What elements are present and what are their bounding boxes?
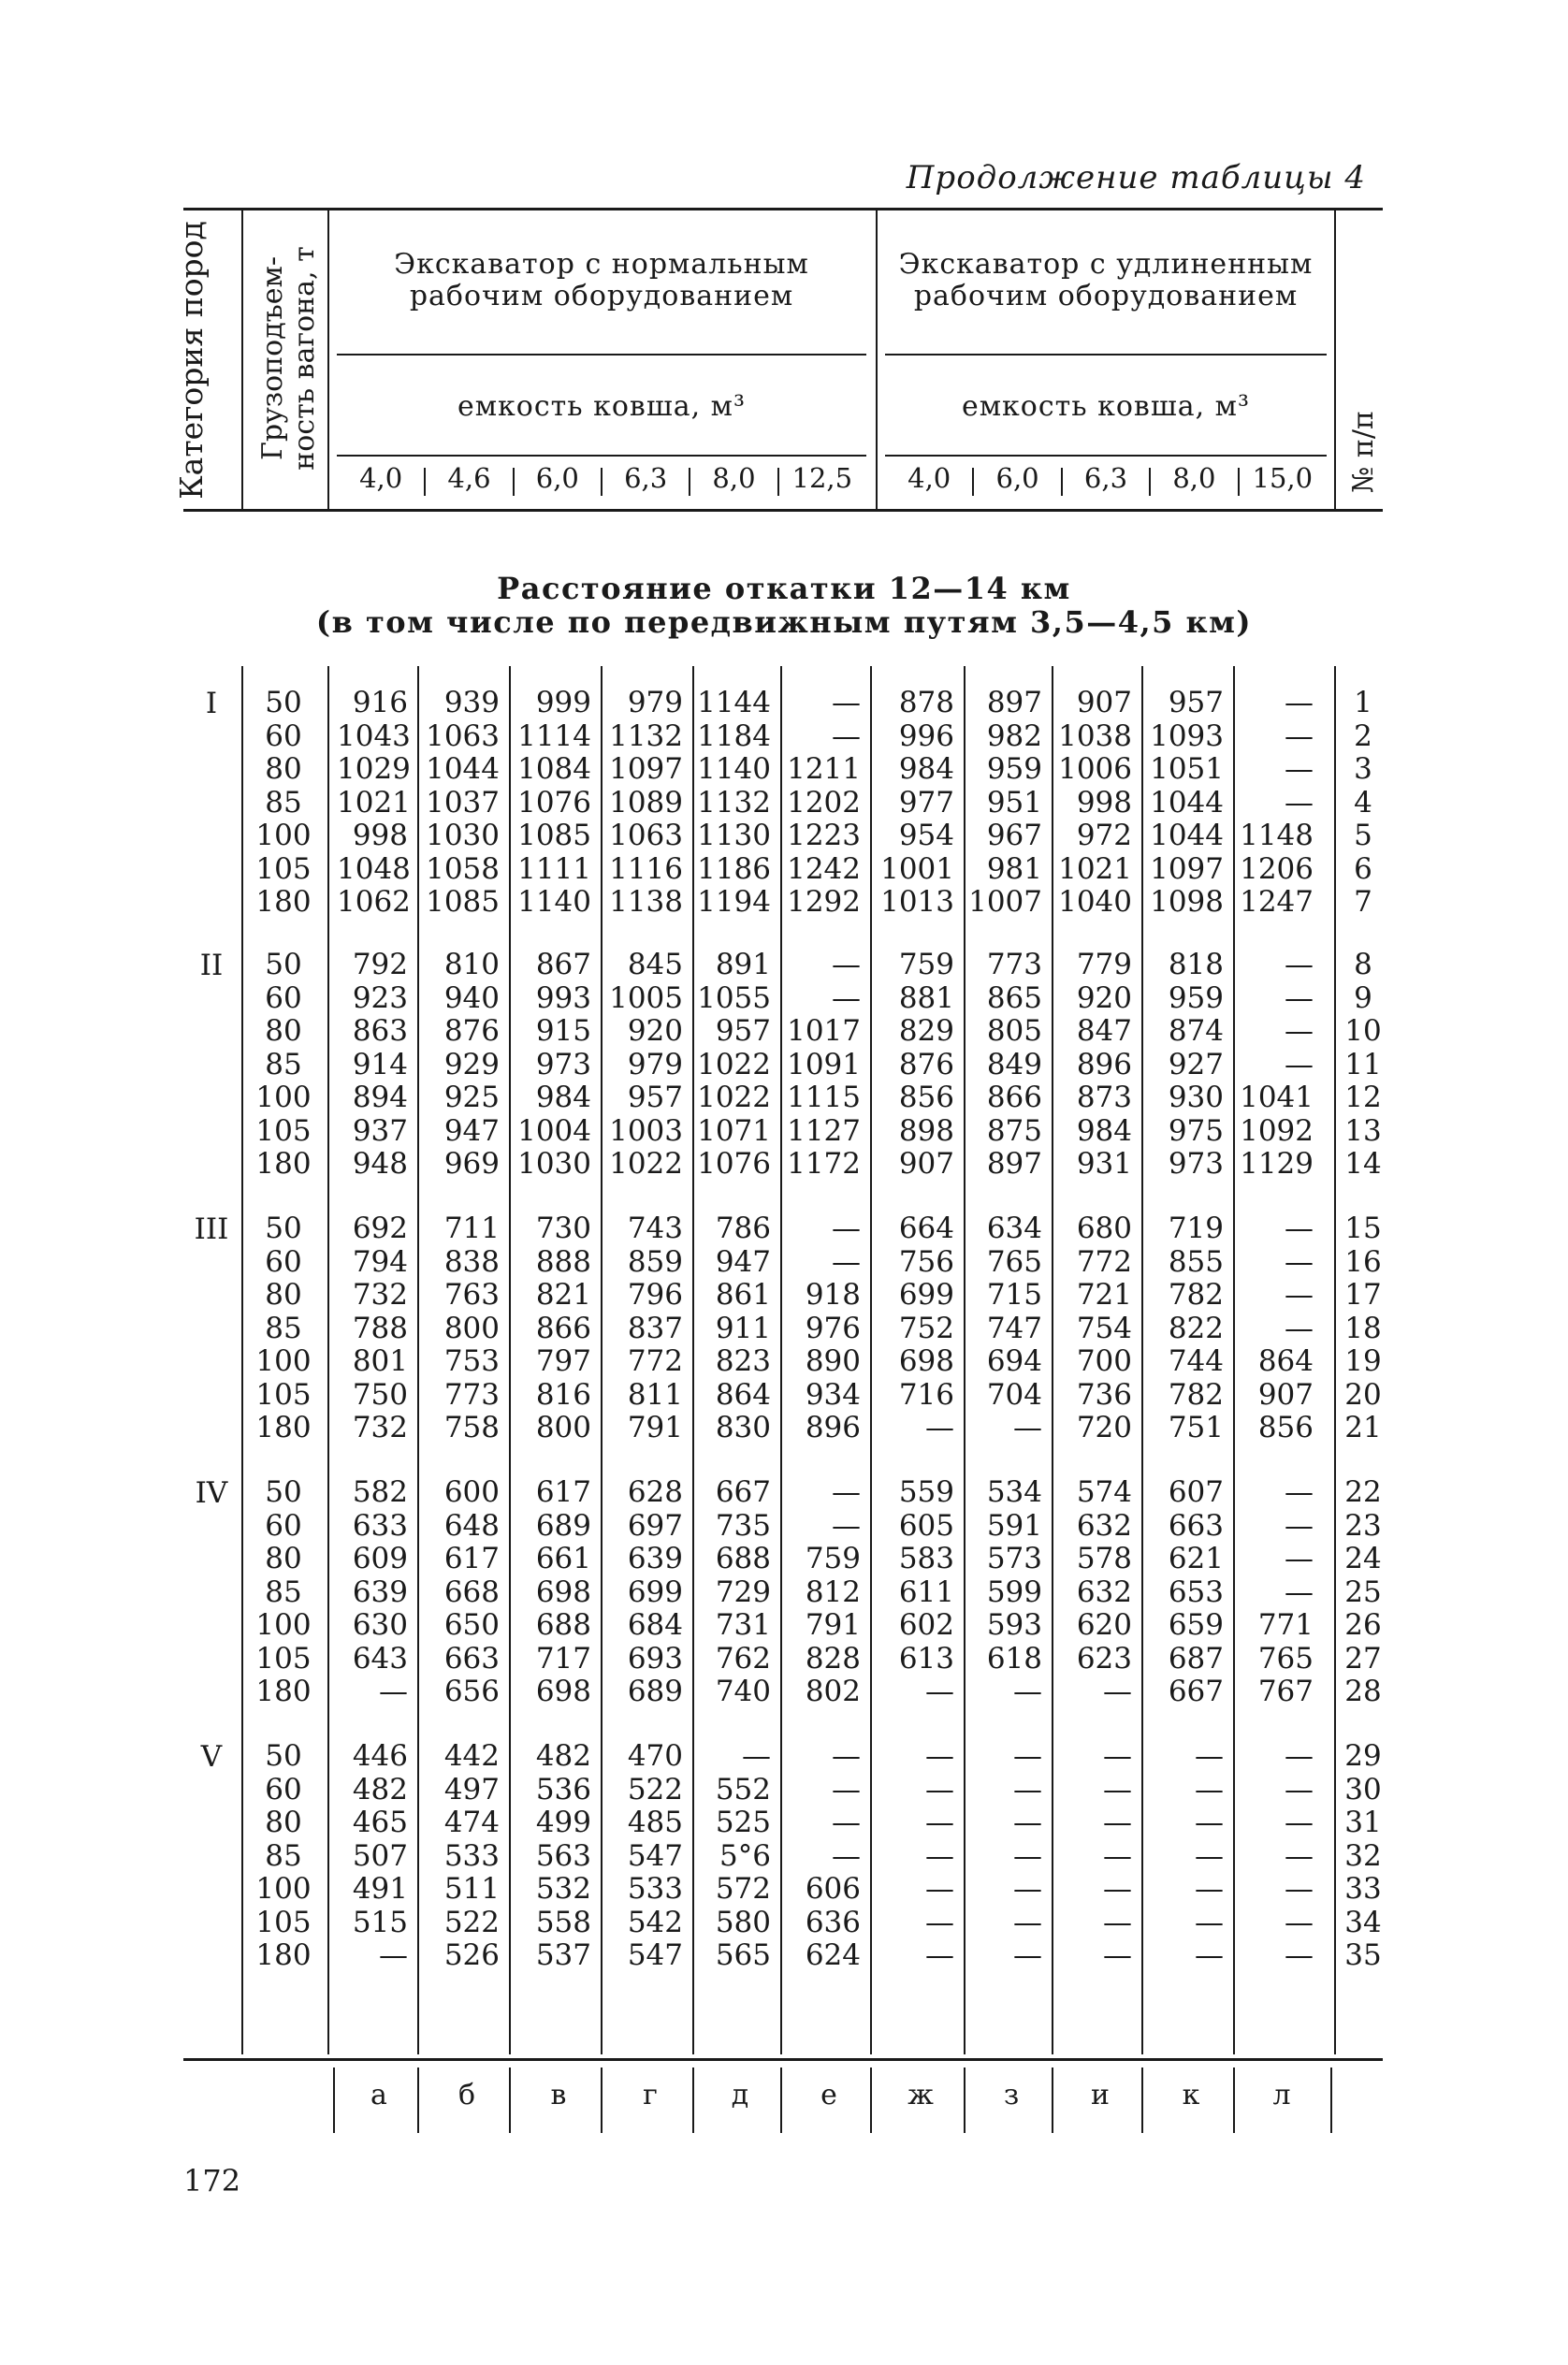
data-column-cells: — — — — — — — (1103, 1739, 1132, 1972)
row-number-list: 1 2 3 4 5 6 7 (1354, 686, 1372, 919)
data-column-cells: — — 759 812 791 828 802 (805, 1475, 861, 1708)
column-letter: а (370, 2079, 387, 2111)
data-column-cells: 867 993 915 973 984 1004 1030 (517, 948, 591, 1181)
header-rownum-label: № п/п (1347, 410, 1380, 494)
data-column-cells: 743 859 796 837 772 811 791 (627, 1212, 683, 1444)
column-letter: к (1182, 2079, 1200, 2111)
column-letter: б (457, 2079, 476, 2111)
bucket-capacity-value: 4,0 (907, 462, 951, 494)
data-column-cells: 470 522 485 547 533 542 547 (627, 1739, 683, 1972)
column-divider (780, 666, 782, 2054)
bucket-capacity-separator (1238, 468, 1240, 496)
data-column-cells: — — — — — — — (1285, 1739, 1314, 1972)
column-divider (1233, 666, 1235, 2054)
column-letter: г (643, 2079, 658, 2111)
category-label: V (200, 1740, 223, 1774)
bucket-capacity-separator (513, 468, 515, 496)
data-column-cells: 600 648 617 668 650 663 656 (443, 1475, 500, 1708)
data-column-cells: — — — — 864 907 856 (1257, 1212, 1314, 1444)
data-column-cells: — — — — 771 765 767 (1257, 1475, 1314, 1708)
column-divider (417, 666, 419, 2054)
data-column-cells: 634 765 715 747 694 704 — (986, 1212, 1042, 1444)
bucket-capacity-value: 15,0 (1252, 462, 1314, 494)
data-column-cells: 916 1043 1029 1021 998 1048 1062 (337, 686, 411, 919)
data-column-cells: — — — — 606 636 624 (805, 1739, 861, 1972)
data-column-cells: 999 1114 1084 1076 1085 1111 1140 (517, 686, 591, 919)
data-column-cells: — — — — — — — (925, 1739, 954, 1972)
bucket-capacity-separator (1061, 468, 1063, 496)
wagon-capacity-list: 50 60 80 85 100 105 180 (255, 1475, 312, 1708)
table-continuation-caption: Продолжение таблицы 4 (906, 159, 1366, 196)
data-column-cells: 446 482 465 507 491 515 — (352, 1739, 408, 1972)
data-column-cells: — — 1017 1091 1115 1127 1172 (787, 948, 861, 1181)
bucket-capacity-separator (972, 468, 974, 496)
column-letter: и (1091, 2079, 1110, 2111)
data-column-cells: 845 1005 920 979 957 1003 1022 (609, 948, 683, 1181)
table-bottom-rule (183, 2058, 1383, 2061)
column-letter-divider (601, 2068, 603, 2133)
data-column-cells: 786 947 861 911 823 864 830 (715, 1212, 771, 1444)
column-divider (509, 666, 511, 2054)
data-column-cells: 711 838 763 800 753 773 758 (443, 1212, 500, 1444)
column-letter-divider (417, 2068, 419, 2133)
data-column-cells: 759 881 829 876 856 898 907 (898, 948, 954, 1181)
data-column-cells: 773 865 805 849 866 875 897 (986, 948, 1042, 1181)
normal-equipment-title-line2: рабочим оборудованием (409, 280, 794, 312)
column-letter-divider (333, 2068, 335, 2133)
bucket-capacity-value: 12,5 (791, 462, 853, 494)
data-column-cells: 730 888 821 866 797 816 800 (535, 1212, 591, 1444)
bucket-capacity-value: 6,0 (535, 462, 579, 494)
data-column-cells: — — — — — — — (1013, 1739, 1042, 1972)
header-divider (1334, 208, 1336, 509)
data-column-cells: — 552 525 5°6 572 580 565 (715, 1739, 771, 1972)
wagon-capacity-list: 50 60 80 85 100 105 180 (255, 1212, 312, 1444)
data-column-cells: 719 855 782 822 744 782 751 (1168, 1212, 1224, 1444)
row-number-list: 8 9 10 11 12 13 14 (1344, 948, 1382, 1181)
column-letter-divider (870, 2068, 872, 2133)
row-number-list: 15 16 17 18 19 20 21 (1344, 1212, 1382, 1444)
column-letter-divider (692, 2068, 694, 2133)
data-column-cells: 559 605 583 611 602 613 — (898, 1475, 954, 1708)
bucket-capacity-value: 4,0 (359, 462, 403, 494)
column-letter: д (731, 2079, 749, 2111)
data-column-cells: 534 591 573 599 593 618 — (986, 1475, 1042, 1708)
row-number-list: 22 23 24 25 26 27 28 (1344, 1475, 1382, 1708)
data-column-cells: 667 735 688 729 731 762 740 (715, 1475, 771, 1708)
bucket-capacity-value: 6,0 (995, 462, 1039, 494)
bucket-capacity-value: 6,3 (1083, 462, 1128, 494)
bucket-capacity-label-extended: емкость ковша, м³ (961, 390, 1251, 423)
column-letter: в (550, 2079, 567, 2111)
data-column-cells: 779 920 847 896 873 984 931 (1076, 948, 1132, 1181)
data-column-cells: 574 632 578 632 620 623 — (1076, 1475, 1132, 1708)
header-capacity-label-line1: Грузоподъем- (256, 256, 289, 460)
header-mid-rule-extended (885, 354, 1327, 355)
data-column-cells: 680 772 721 754 700 736 720 (1076, 1212, 1132, 1444)
column-divider (601, 666, 603, 2054)
data-column-cells: 810 940 876 929 925 947 969 (443, 948, 500, 1181)
data-column-cells: 582 633 609 639 630 643 — (352, 1475, 408, 1708)
bucket-capacity-separator (689, 468, 690, 496)
data-column-cells: 878 996 984 977 954 1001 1013 (880, 686, 954, 919)
column-letter: ж (907, 2079, 934, 2111)
header-category-label: Категория пород (173, 221, 210, 500)
column-divider (1141, 666, 1143, 2054)
section-title-line2: (в том числе по передвижным путям 3,5—4,5 км) (315, 604, 1253, 640)
bucket-capacity-value: 4,6 (447, 462, 491, 494)
column-divider (870, 666, 872, 2054)
column-letter-divider (1052, 2068, 1053, 2133)
category-label: IV (195, 1476, 228, 1510)
header-cap-rule-normal (337, 455, 866, 457)
body-divider (1334, 666, 1336, 2054)
header-capacity-label-line2: ность вагона, т (288, 246, 321, 471)
bucket-capacity-separator (424, 468, 426, 496)
column-letter-divider (964, 2068, 965, 2133)
header-divider (327, 208, 329, 509)
data-column-cells: 617 689 661 698 688 717 698 (535, 1475, 591, 1708)
column-divider (692, 666, 694, 2054)
data-column-cells: 957 1093 1051 1044 1044 1097 1098 (1150, 686, 1224, 919)
column-letter-divider (1141, 2068, 1143, 2133)
wagon-capacity-list: 50 60 80 85 100 105 180 (255, 686, 312, 919)
wagon-capacity-list: 50 60 80 85 100 105 180 (255, 1739, 312, 1972)
header-top-rule (183, 208, 1383, 210)
bucket-capacity-value: 6,3 (624, 462, 668, 494)
bucket-capacity-separator (1149, 468, 1151, 496)
data-column-cells: — — 1211 1202 1223 1242 1292 (787, 686, 861, 919)
category-label: I (205, 687, 218, 720)
data-column-cells: 482 536 499 563 532 558 537 (535, 1739, 591, 1972)
normal-equipment-title-line1: Экскаватор с нормальным (394, 248, 809, 281)
data-column-cells: — — — — 1148 1206 1247 (1240, 686, 1314, 919)
column-divider (327, 666, 329, 2054)
data-column-cells: 442 497 474 533 511 522 526 (443, 1739, 500, 1972)
bucket-capacity-label-normal: емкость ковша, м³ (457, 390, 747, 423)
body-divider (241, 666, 243, 2054)
column-divider (1052, 666, 1053, 2054)
column-letter-divider (1330, 2068, 1332, 2133)
column-letter: з (1003, 2079, 1020, 2111)
data-column-cells: 1144 1184 1140 1132 1130 1186 1194 (697, 686, 771, 919)
data-column-cells: — — — — 1041 1092 1129 (1240, 948, 1314, 1181)
header-bottom-rule (183, 509, 1383, 512)
extended-equipment-title-line1: Экскаватор с удлиненным (898, 248, 1314, 281)
bucket-capacity-separator (601, 468, 603, 496)
header-cap-rule-extended (885, 455, 1327, 457)
bucket-capacity-separator (777, 468, 779, 496)
column-letter-divider (1233, 2068, 1235, 2133)
data-column-cells: 607 663 621 653 659 687 667 (1168, 1475, 1224, 1708)
data-column-cells: 628 697 639 699 684 693 689 (627, 1475, 683, 1708)
header-divider (241, 208, 243, 509)
wagon-capacity-list: 50 60 80 85 100 105 180 (255, 948, 312, 1181)
column-divider (964, 666, 965, 2054)
data-column-cells: 891 1055 957 1022 1022 1071 1076 (697, 948, 771, 1181)
section-title-line1: Расстояние откатки 12—14 км (497, 571, 1071, 606)
data-column-cells: 907 1038 1006 998 972 1021 1040 (1058, 686, 1132, 919)
column-letter-divider (780, 2068, 782, 2133)
data-column-cells: 939 1063 1044 1037 1030 1058 1085 (426, 686, 500, 919)
category-label: III (194, 1212, 229, 1246)
column-letter: е (820, 2079, 837, 2111)
column-letter-divider (509, 2068, 511, 2133)
data-column-cells: 979 1132 1097 1089 1063 1116 1138 (609, 686, 683, 919)
data-column-cells: 818 959 874 927 930 975 973 (1168, 948, 1224, 1181)
data-column-cells: — — — — — — — (1195, 1739, 1224, 1972)
data-column-cells: 897 982 959 951 967 981 1007 (968, 686, 1042, 919)
data-column-cells: — — 918 976 890 934 896 (805, 1212, 861, 1444)
column-letter: л (1272, 2079, 1291, 2111)
data-column-cells: 664 756 699 752 698 716 — (898, 1212, 954, 1444)
page-number: 172 (183, 2163, 241, 2198)
header-mid-rule-normal (337, 354, 866, 355)
bucket-capacity-value: 8,0 (712, 462, 756, 494)
category-label: II (199, 949, 224, 982)
data-column-cells: 692 794 732 788 801 750 732 (352, 1212, 408, 1444)
row-number-list: 29 30 31 32 33 34 35 (1344, 1739, 1382, 1972)
header-divider (876, 208, 878, 509)
bucket-capacity-value: 8,0 (1172, 462, 1216, 494)
extended-equipment-title-line2: рабочим оборудованием (913, 280, 1299, 312)
data-column-cells: 792 923 863 914 894 937 948 (352, 948, 408, 1181)
